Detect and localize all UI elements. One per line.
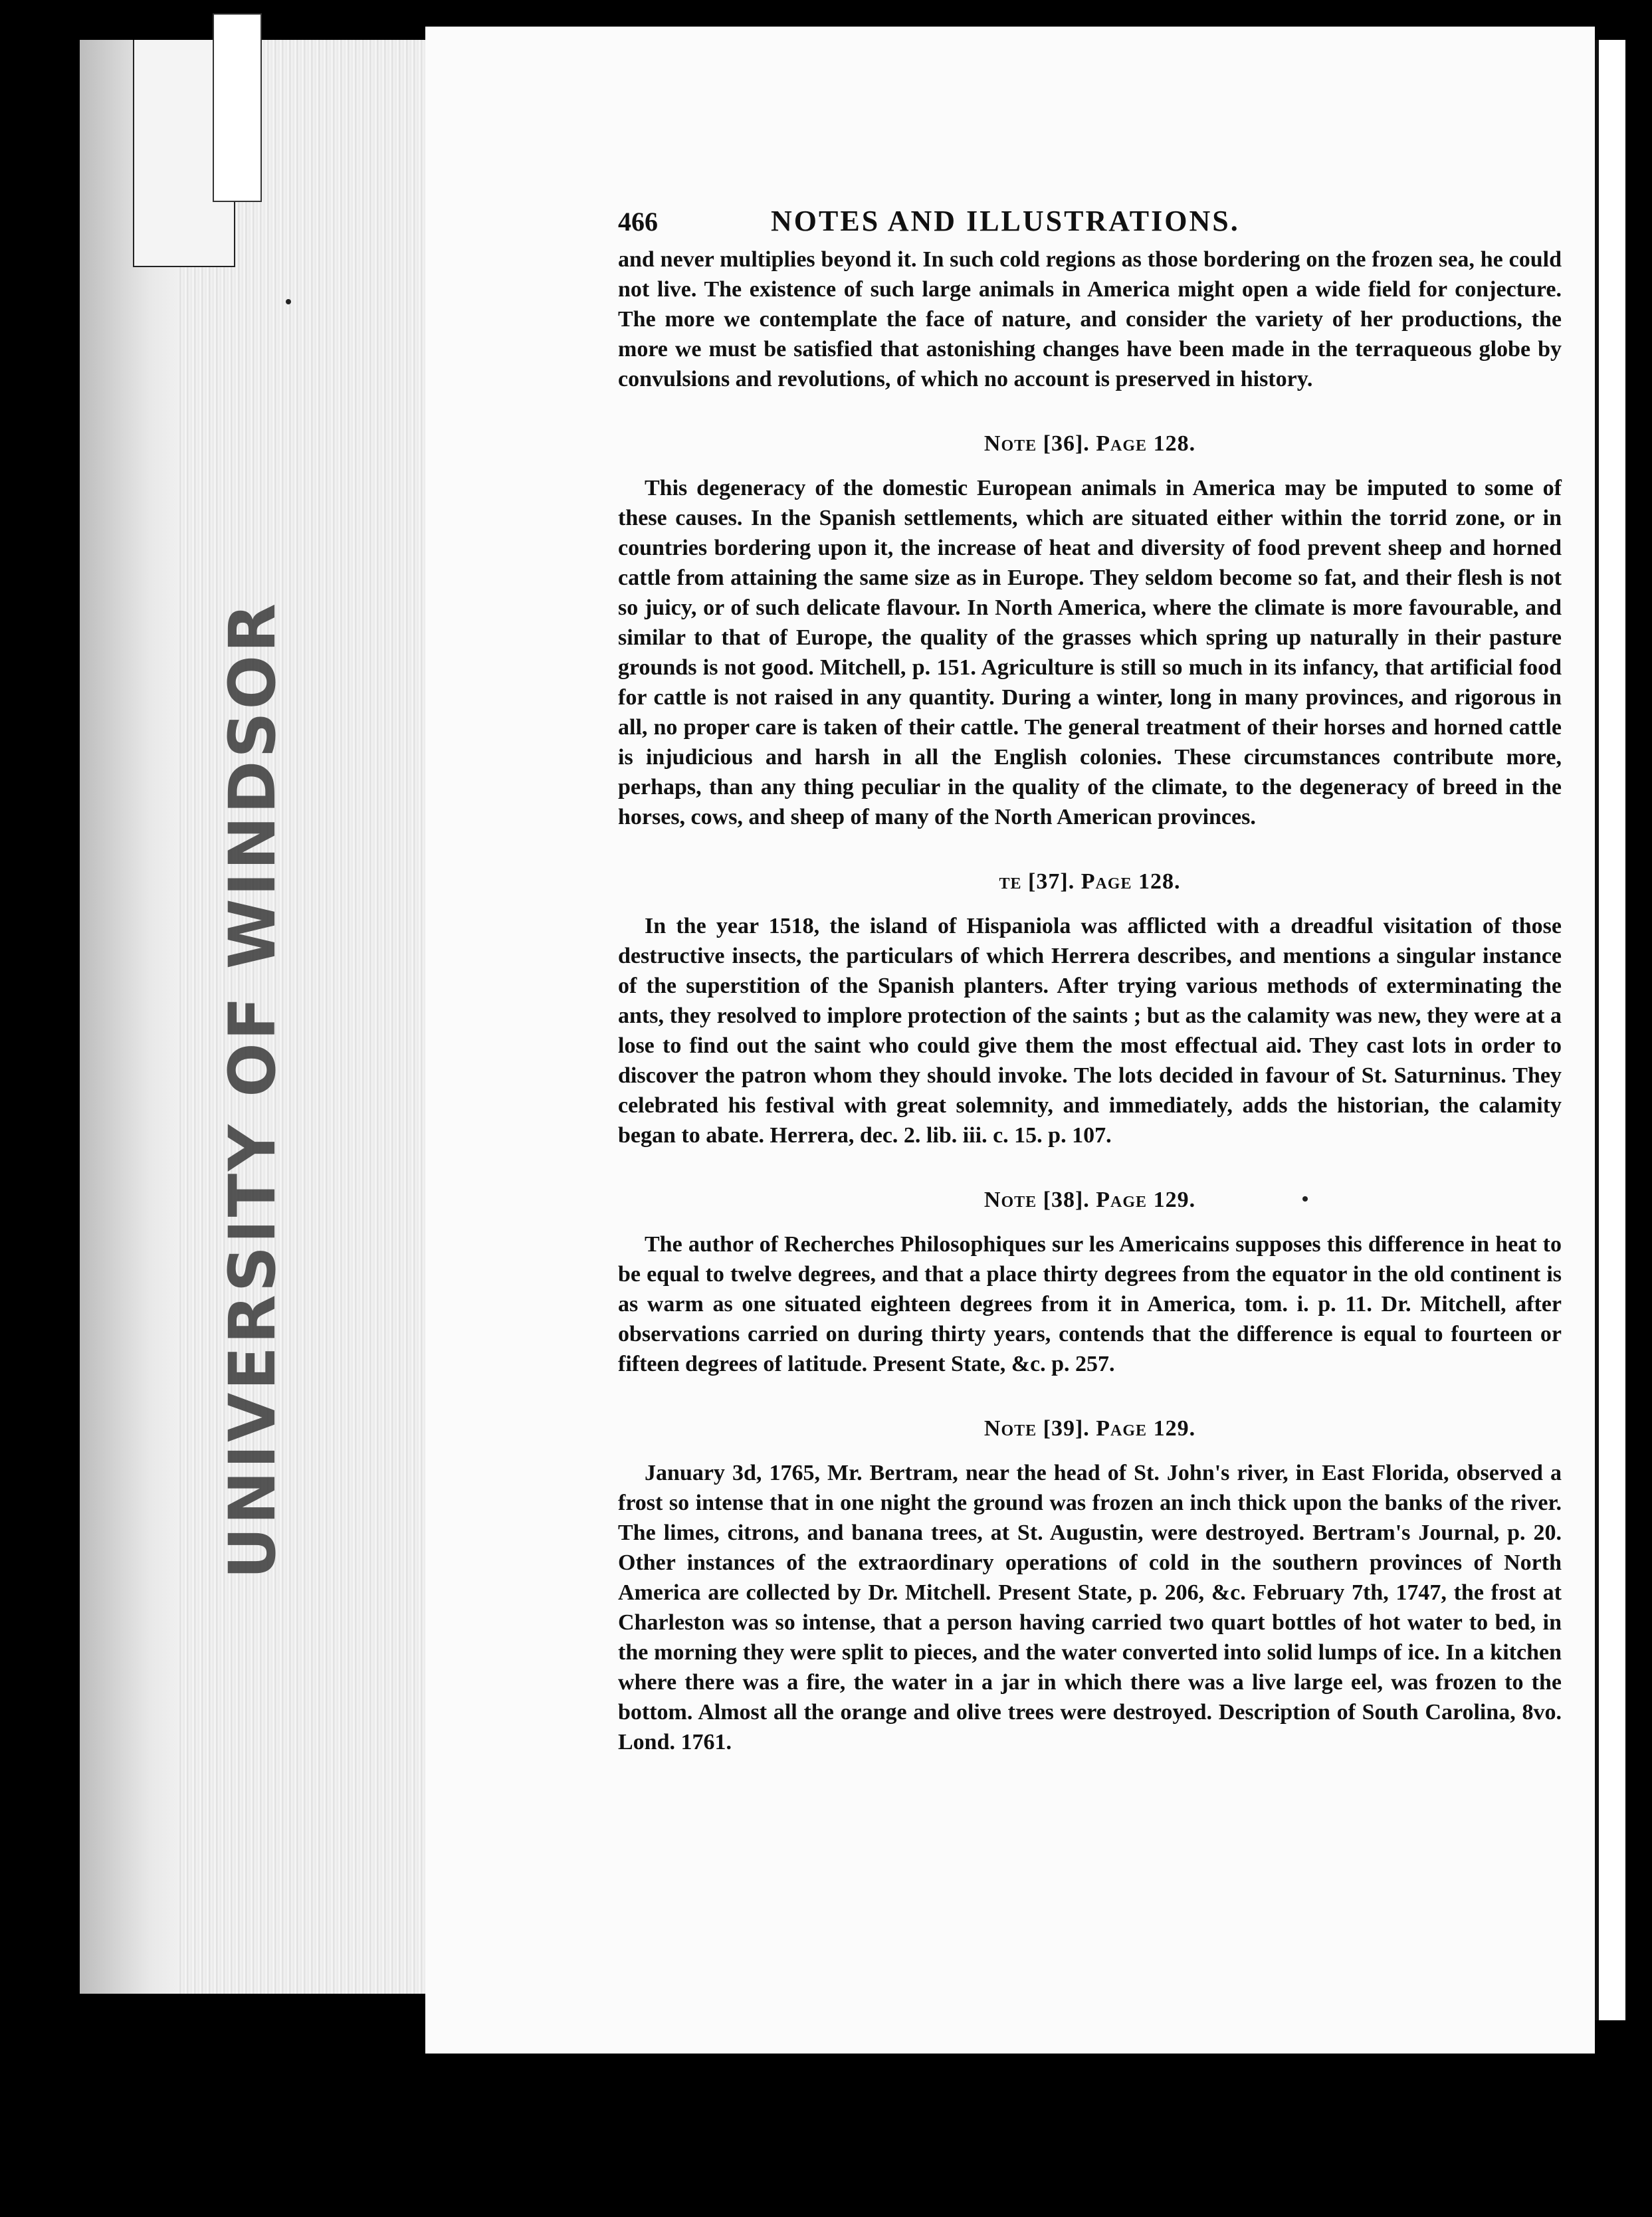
bookmark-ribbon (213, 13, 262, 202)
scan-speck (1302, 1196, 1308, 1202)
note-36-text: This degeneracy of the domestic European animals in America may be imputed to some of these causes. In the Spanish settlements, which are situated either within the torrid zone, or in countries bordering upon it, the increase of heat and diversity of food prevent sheep and horned cattle from attaining the same size as in Europe. They seldom become so fat, and their flesh is not so juicy, or of such delicate flavour. In North America, where the climate is more favourable, and similar to that of Europe, the quality of the grasses which spring up naturally in their pasture grounds is not good. Mitchell, p. 151. Agriculture is still so much in its infancy, that artificial food for cattle is not raised in any quantity. During a winter, long in many provinces, and rigorous in all, no proper care is taken of their cattle. The general treatment of their horses and horned cattle is injudicious and harsh in all the English colonies. These circumstances contribute more, perhaps, than any thing peculiar in the quality of the climate, to the degeneracy of breed in the horses, cows, and sheep of many of the North American provinces. (618, 476, 1562, 829)
library-stamp (173, 600, 332, 1580)
next-page-edge (1595, 40, 1625, 2020)
scan-speck (286, 299, 291, 304)
note-37-heading: te [37]. Page 128. (999, 869, 1181, 894)
running-head (618, 206, 1562, 237)
note-39-heading: Note [39]. Page 129. (983, 1416, 1196, 1441)
running-title: NOTES AND ILLUSTRATIONS. (771, 205, 1240, 237)
intro-paragraph: and never multiplies beyond it. In such cold regions as those bordering on the frozen sea, he could not live. The existence of such large animals in America might open a wide field for conjecture. The more we contemplate the face of nature, and consider the variety of her productions, the more we must be satisfied that astonishing changes have been made in the terraqueous globe by convulsions and revolutions, of which no account is preserved in history. (618, 247, 1562, 391)
note-39-text: January 3d, 1765, Mr. Bertram, near the head of St. John's river, in East Florida, observed a frost so intense that in one night the ground was frozen an inch thick upon the banks of the river. The limes, citrons, and banana trees, at St. Augustin, were destroyed. Bertram's Journal, p. 20. Other instances of the extraordinary operations of cold in the southern provinces of North America are collected by Dr. Mitchell. Present State, p. 206, &c. February 7th, 1747, the frost at Charleston was so intense, that a person having carried two quart bottles of hot water to bed, in the morning they were split to pieces, and the water converted into solid lumps of ice. In a kitchen where there was a fire, the water in a jar in which there was a live large eel, was frozen to the bottom. Almost all the orange and olive trees were destroyed. Description of South Carolina, 8vo. Lond. 1761. (618, 1461, 1562, 1754)
note-36-heading: Note [36]. Page 128. (983, 431, 1196, 456)
page-number: 466 (618, 207, 658, 237)
page-content (618, 206, 1562, 1757)
note-38-text: The author of Recherches Philosophiques sur les Americains supposes this difference in heat to be equal to twelve degrees, and that a place thirty degrees from the equator in the old continent is as warm as one situated eighteen degrees from it in America, tom. i. p. 11. Dr. Mitchell, after observations carried on during thirty years, contends that the difference is equal to fourteen or fifteen degrees of latitude. Present State, &c. p. 257. (618, 1232, 1562, 1376)
note-38-heading: Note [38]. Page 129. (983, 1188, 1196, 1212)
book-page (425, 27, 1595, 2054)
library-stamp-text: UNIVERSITY OF WINDSOR (215, 600, 290, 1580)
note-37-text: In the year 1518, the island of Hispaniola was afflicted with a dreadful visitation of those destructive insects, the particulars of which Herrera describes, and mentions a singular instance of the superstition of the Spanish planters. After trying various methods of exterminating the ants, they resolved to implore protection of the saints ; but as the calamity was new, they were at a lose to find out the saint who could give them the most effectual aid. They cast lots in order to discover the patron whom they should invoke. The lots decided in favour of St. Saturninus. They celebrated his festival with great solemnity, and immediately, adds the historian, the calamity began to abate. Herrera, dec. 2. lib. iii. c. 15. p. 107. (618, 914, 1562, 1148)
book-edge-shadow (80, 40, 179, 1994)
